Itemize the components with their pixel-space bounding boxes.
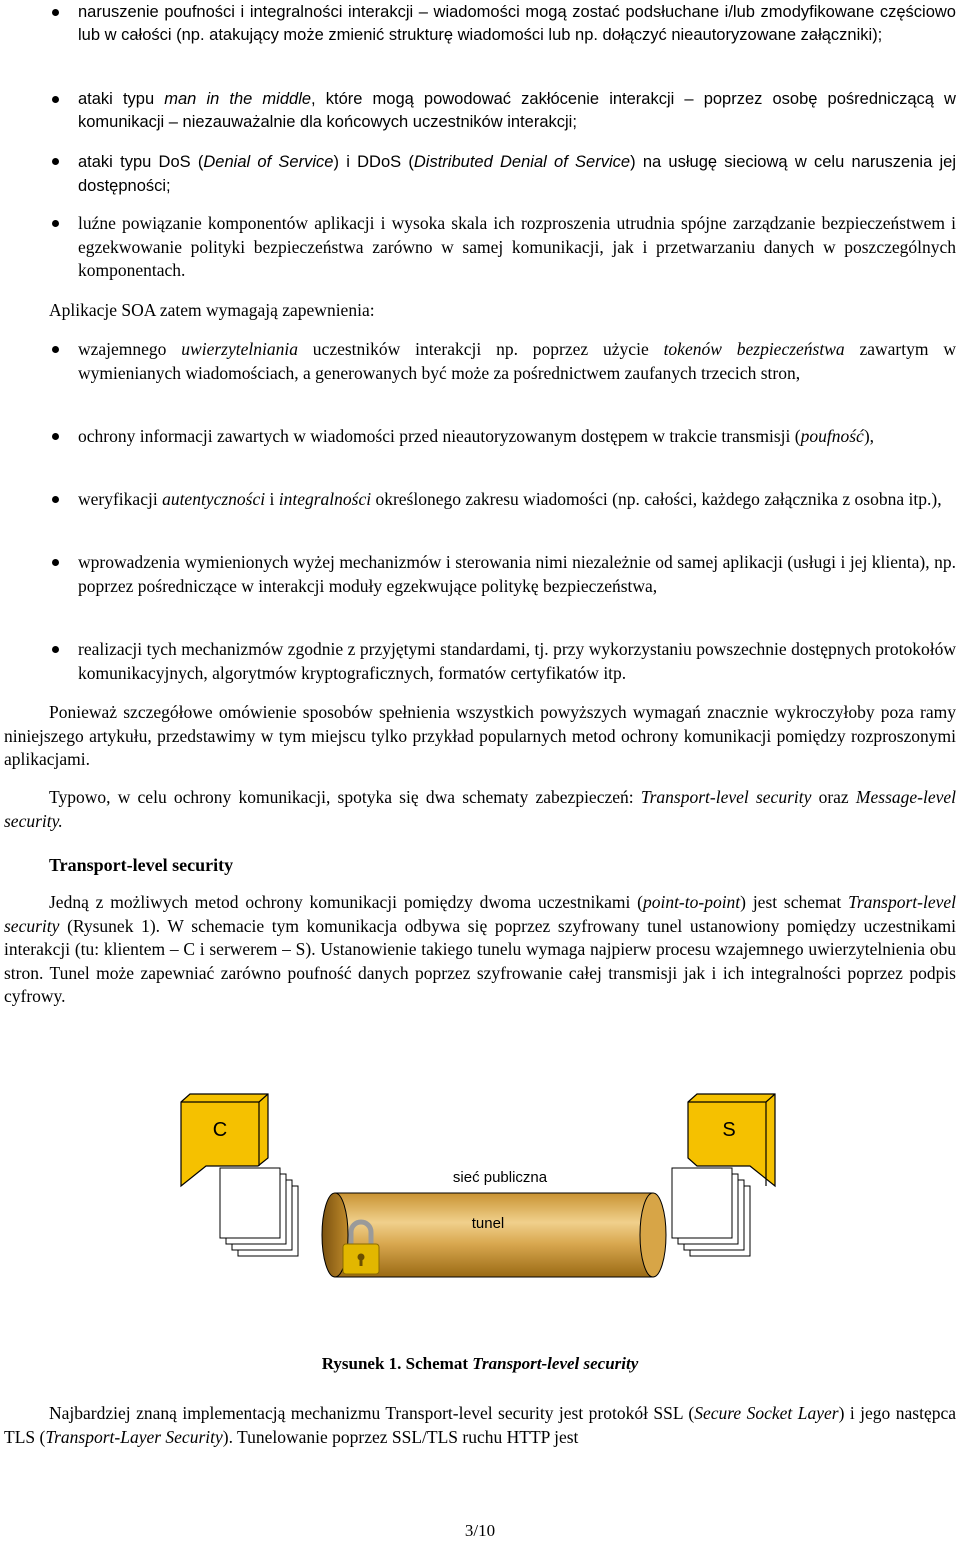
bullet-icon — [52, 496, 59, 503]
client-label: C — [212, 1119, 228, 1141]
transport-security-diagram — [0, 1080, 960, 1320]
paragraph-ponieważ: Ponieważ szczegółowe omówienie sposobów spełnienia wszystkich powyższych wymagań znacznie wykroczyłoby poza ramy niniejszego artykułu, przedstawimy w tym miejscu tylko przykład popularnych metod ochrony komunikacji pomiędzy rozproszonymi aplikacjami. — [4, 702, 956, 769]
section-heading: Transport-level security — [49, 855, 234, 875]
threat-3-text: ataki typu DoS (Denial of Service) i DDoS (Distributed Denial of Service) na usługę sieciową w celu naruszenia jej dostępności; — [78, 153, 956, 195]
tunnel-label: tunel — [471, 1215, 505, 1232]
threat-1-text: naruszenie poufności i integralności interakcji – wiadomości mogą zostać podsłuchane i/lub zmodyfikowane częściowo lub w całości (np. atakujący może zmienić strukturę wiadomości lub np. dołączyć nieautoryzowane załączniki); — [78, 3, 956, 44]
threat-4-text: luźne powiązanie komponentów aplikacji i wysoka skala ich rozproszenia utrudnia spójne zarządzanie bezpieczeństwem i egzekwowanie polityki bezpieczeństwa zarówno w samej komunikacji, jak i przetwarzaniu danych w poszczególnych komponentach. — [78, 213, 956, 280]
bullet-icon — [52, 220, 59, 227]
figure-caption: Rysunek 1. Schemat Transport-level security — [321, 1354, 639, 1373]
list-item — [78, 150, 956, 198]
bullet-icon — [52, 96, 59, 103]
threat-2-text: ataki typu man in the middle, które mogą powodować zakłócenie interakcji – poprzez osobę pośredniczącą w komunikacji – niezauważalnie dla końcowych uczestników interakcji; — [78, 90, 956, 131]
list-item — [78, 338, 956, 385]
bullet-icon — [52, 346, 59, 353]
requirement-4-text: wprowadzenia wymienionych wyżej mechanizmów i sterowania nimi niezależnie od samej aplikacji (usługi i jej klienta), np. poprzez pośredniczące w interakcji moduły egzekwujące politykę bezpieczeństwa, — [78, 552, 956, 596]
bullet-icon — [52, 158, 59, 165]
list-item — [78, 425, 956, 449]
paragraph-jedna: Jedną z możliwych metod ochrony komunikacji pomiędzy dwoma uczestnikami (point-to-point) jest schemat Transport-level security (Rysunek 1). W schemacie tym komunikacja odbywa się poprzez szyfrowany tunel ustanowiony pomiędzy uczestnikami interakcji (tu: klientem – C i serwerem – S). Ustanowienie takiego tunelu wymaga najpierw procesu wzajemnego uwierzytelnienia obu stron. Tunel może zapewniać zarówno poufność danych poprzez szyfrowanie całej transmisji jak i ich integralności poprzez podpis cyfrowy. — [4, 892, 957, 1006]
list-item — [78, 488, 956, 512]
bullet-icon — [52, 433, 59, 440]
requirement-1-text: wzajemnego uwierzytelniania uczestników interakcji np. poprzez użycie tokenów bezpieczeństwa zawartym w wymienianych wiadomościach, a generowanych być może za pośrednictwem zaufanych trzecich stron, — [78, 339, 956, 383]
list-item — [78, 1, 956, 47]
list-item — [78, 88, 956, 134]
requirement-3-text: weryfikacji autentyczności i integralności określonego zakresu wiadomości (np. całości, każdego załącznika z osobna itp.), — [78, 489, 942, 509]
paragraph-typowo: Typowo, w celu ochrony komunikacji, spotyka się dwa schematy zabezpieczeń: Transport-level security oraz Message-level security. — [4, 787, 957, 831]
network-label: sieć publiczna — [452, 1169, 548, 1186]
requirement-5-text: realizacji tych mechanizmów zgodnie z przyjętymi standardami, tj. przy wykorzystaniu powszechnie dostępnych protokołów komunikacyjnych, algorytmów kryptograficznych, formatów certyfikatów itp. — [78, 639, 956, 683]
requirement-2-text: ochrony informacji zawartych w wiadomości przed nieautoryzowanym dostępem w trakcie transmisji (poufność), — [78, 426, 875, 446]
list-item — [78, 551, 956, 598]
server-label: S — [722, 1119, 736, 1141]
soa-intro: Aplikacje SOA zatem wymagają zapewnienia: — [49, 300, 375, 320]
list-item — [78, 638, 956, 685]
page-number: 3/10 — [464, 1521, 496, 1540]
bullet-icon — [52, 9, 59, 16]
document-stack-icon — [672, 1168, 750, 1256]
bullet-icon — [52, 646, 59, 653]
list-item — [78, 212, 956, 283]
document-stack-icon — [220, 1168, 298, 1256]
bullet-icon — [52, 559, 59, 566]
paragraph-najbardziej: Najbardziej znaną implementacją mechanizmu Transport-level security jest protokół SSL (Secure Socket Layer) i jego następca TLS (Transport-Layer Security). Tunelowanie poprzez SSL/TLS ruchu HTTP jest — [4, 1403, 956, 1447]
